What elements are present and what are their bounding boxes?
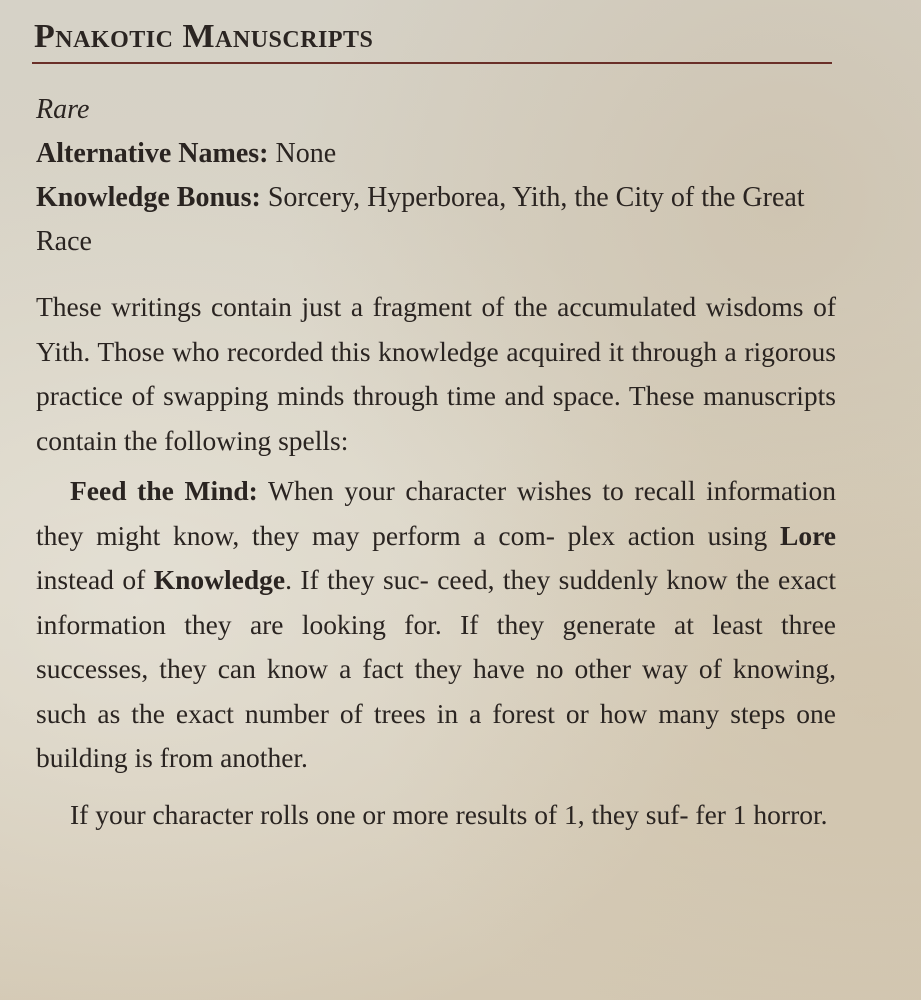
spell-text-1: When your character wishes to recall information they might know, they may perform a com- plex action using bbox=[36, 475, 836, 551]
entry-meta bbox=[36, 88, 836, 264]
alternative-names bbox=[36, 132, 836, 176]
spell-name: Feed the Mind: bbox=[70, 475, 258, 506]
knowledge-bonus bbox=[36, 176, 836, 264]
knowledge-bonus-value: Sorcery, Hyperborea, Yith, the City of the Great Race bbox=[36, 182, 805, 257]
entry-body bbox=[36, 285, 836, 837]
spell-text-3: . If they suc- ceed, they suddenly know the exact information they are looking for. If they generate at least three successes, they can know a fact they have no other way of knowing, such as the exact number of trees in a forest or how many steps one building is from another. bbox=[36, 564, 837, 773]
horror-paragraph: If your character rolls one or more results of 1, they suf- fer 1 horror. bbox=[70, 798, 828, 830]
alternative-names-label: Alternative Names: bbox=[36, 138, 269, 169]
alternative-names-value: None bbox=[275, 138, 337, 169]
title-divider bbox=[32, 62, 832, 64]
rarity: Rare bbox=[36, 94, 90, 125]
description-paragraph: These writings contain just a fragment of the accumulated wisdoms of Yith. Those who recorded this knowledge acquired it through a rigorous practice of swapping minds through time and space. These manuscripts contain the following spells: bbox=[36, 291, 836, 456]
entry-title: Pnakotic Manuscripts bbox=[34, 18, 374, 55]
spell-paragraph bbox=[36, 469, 836, 781]
knowledge-bonus-label: Knowledge Bonus: bbox=[36, 182, 261, 213]
spell-term-knowledge: Knowledge bbox=[153, 564, 286, 595]
spell-term-lore: Lore bbox=[779, 519, 836, 551]
spell-text-2: instead of bbox=[36, 564, 146, 595]
